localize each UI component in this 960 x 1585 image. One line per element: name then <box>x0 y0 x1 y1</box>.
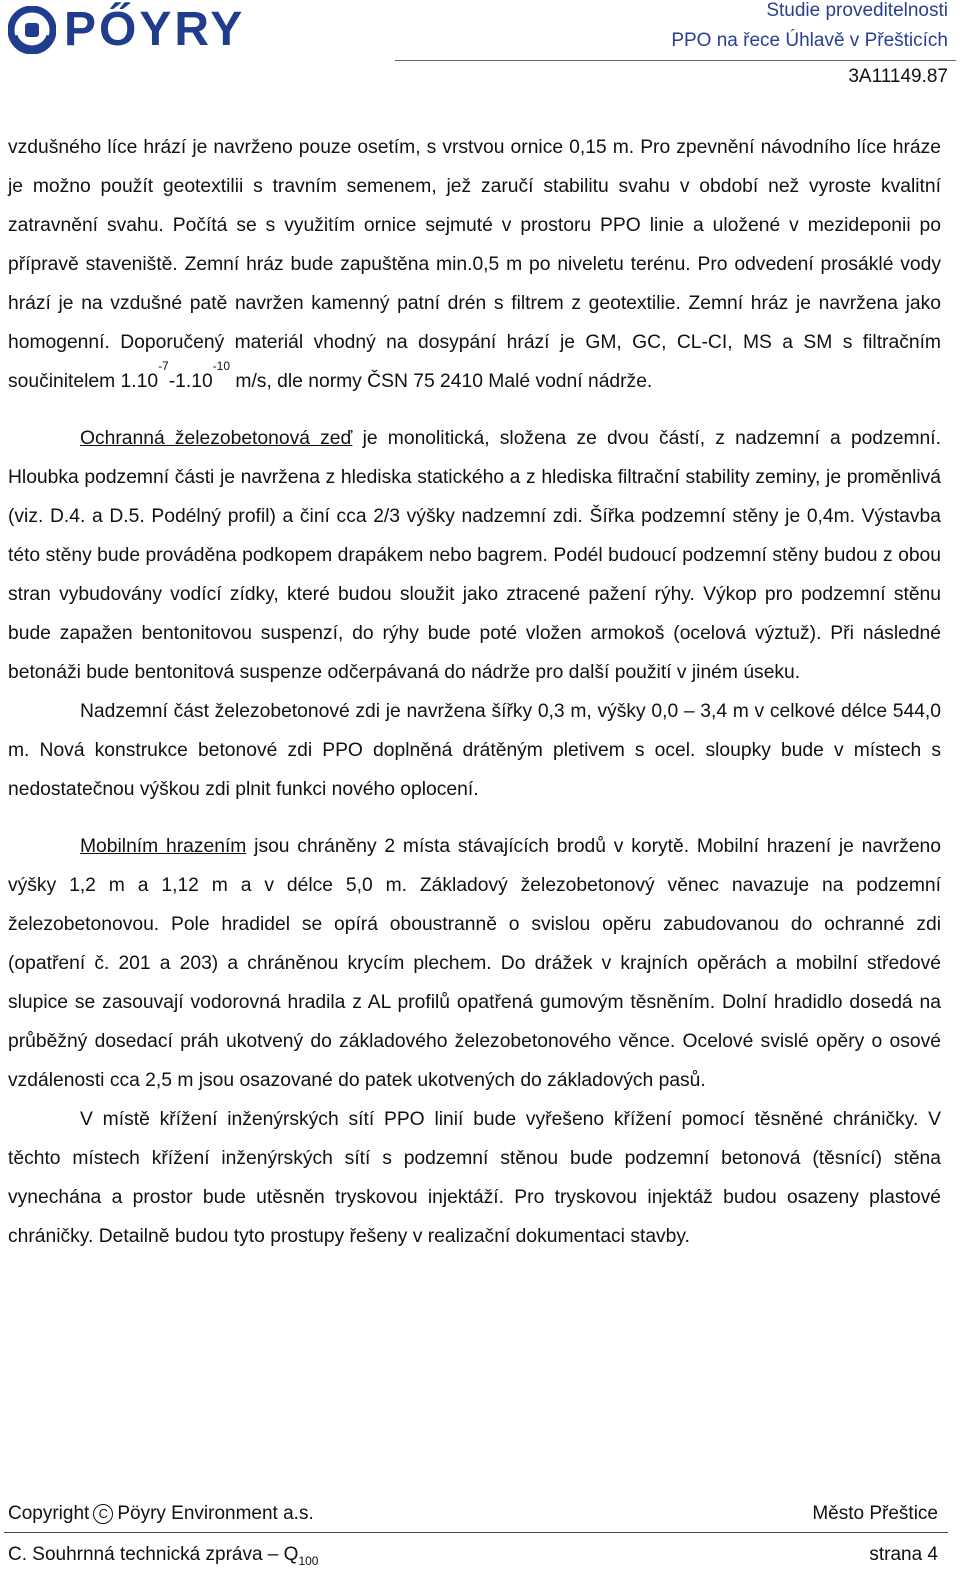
copyright-icon: C <box>93 1504 113 1524</box>
paragraph-text: je monolitická, složena ze dvou částí, z nadzemní a podzemní. Hloubka podzemní části je navržena z hlediska statického a z hlediska filtrační stability zeminy, je proměnlivá (viz. D.4. a D.5. Podélný profil) a činí cca 2/3 výšky nadzemní zdi. Šířka podzemní stěny je 0,4m. Výstavba této stěny bude prováděna podkopem drapákem nebo bagrem. Podél budoucí podzemní stěny budou z obou stran vybudovány vodící zídky, které budou sloužit jako ztracené pažení rýhy. Výkop pro podzemní stěnu bude zapažen bentonitovou suspenzí, do rýhy bude poté vložen armokoš (ocelová výztuž). Při následné betonáži bude bentonitová suspenze odčerpávaná do nádrže pro další použití v jiném úseku. <box>8 428 941 683</box>
company-logo <box>8 3 246 56</box>
page-footer <box>0 1495 960 1585</box>
header-divider <box>395 60 956 61</box>
paragraph-earth-dam <box>8 128 941 401</box>
copyright-line <box>8 1503 314 1525</box>
paragraph-text: jsou chráněny 2 místa stávajících brodů v korytě. Mobilní hrazení je navrženo výšky 1,2 m a 1,12 m a v délce 5,0 m. Základový železobetonový věnec navazuje na podzemní železobetonovou. Pole hradidel se opírá oboustranně o svislou opěru zabudovanou do ochranné zdi (opatření č. 201 a 203) a chráněnou krycím plechem. Do drážek v krajních opěrách a mobilní středové slupice se zasouvají vodorovná hradila z AL profilů opatřená gumovým těsněním. Dolní hradidlo dosedá na průběžný dosedací práh ukotvený do základového železobetonového věnce. Ocelové svislé opěry o osové vzdálenosti cca 2,5 m jsou osazované do patek ukotvených do základových pasů. <box>8 836 941 1091</box>
document-number: 3A11149.87 <box>848 66 948 87</box>
project-title: PPO na řece Úhlavě v Přešticích <box>671 30 948 51</box>
client-name: Město Přeštice <box>812 1503 938 1524</box>
logo-wordmark: PŐYRY <box>64 3 246 56</box>
document-type: Studie proveditelnosti <box>766 0 948 21</box>
paragraph-mobile-barrier <box>8 827 941 1100</box>
report-title-subscript: 100 <box>298 1553 319 1568</box>
page-number: strana 4 <box>869 1544 938 1565</box>
paragraph-concrete-wall <box>8 419 941 692</box>
paragraph-utility-crossings: V místě křížení inženýrských sítí PPO linií bude vyřešeno křížení pomocí těsněné chráničky. V těchto místech křížení inženýrských sítí s podzemní stěnou bude podzemní betonová (těsnící) stěna vynechána a prostor bude utěsněn tryskovou injektáží. Pro tryskovou injektáž budou osazeny plastové chráničky. Detailně budou tyto prostupy řešeny v realizační dokumentaci stavby. <box>8 1109 941 1247</box>
paragraph-above-ground-wall: Nadzemní část železobetonové zdi je navržena šířky 0,3 m, výšky 0,0 – 3,4 m v celkové délce 544,0 m. Nová konstrukce betonové zdi PPO doplněná drátěným pletivem s ocel. sloupky bude v místech s nedostatečnou výškou zdi plnit funkci nového oplocení. <box>8 701 941 800</box>
report-title <box>8 1544 318 1568</box>
poyry-logo-icon <box>8 6 56 54</box>
section-term-mobile: Mobilním hrazením <box>80 836 247 857</box>
section-term-wall: Ochranná železobetonová zeď <box>80 428 353 449</box>
copyright-holder: Pöyry Environment a.s. <box>117 1503 314 1524</box>
report-title-text: C. Souhrnná technická zpráva – Q <box>8 1544 299 1565</box>
exponent: -7 <box>158 359 169 373</box>
footer-divider <box>4 1532 948 1533</box>
page-header <box>0 0 960 95</box>
paragraph-text: vzdušného líce hrází je navrženo pouze osetím, s vrstvou ornice 0,15 m. Pro zpevnění návodního líce hráze je možno použít geotextilii s travním semenem, jež zaručí stabilitu svahu v období než vyroste kvalitní zatravnění svahu. Počítá se s využitím ornice sejmuté v prostoru PPO linie a uložené v mezideponii po přípravě staveniště. Zemní hráz bude zapuštěna min.0,5 m po niveletu terénu. Pro odvedení prosáklé vody hrází je na vzdušné patě navržen kamenný patní drén s filtrem z geotextilie. Zemní hráz je navržena jako homogenní. Doporučený materiál vhodný na dosypání hrází je GM, GC, CL-CI, MS a SM s filtračním součinitelem 1.10 <box>8 137 941 392</box>
paragraph-text: m/s, dle normy ČSN 75 2410 Malé vodní nádrže. <box>230 371 653 392</box>
exponent: -10 <box>212 359 231 373</box>
copyright-label: Copyright <box>8 1503 90 1524</box>
paragraph-text: -1.10 <box>168 371 213 392</box>
document-body <box>8 128 941 1256</box>
